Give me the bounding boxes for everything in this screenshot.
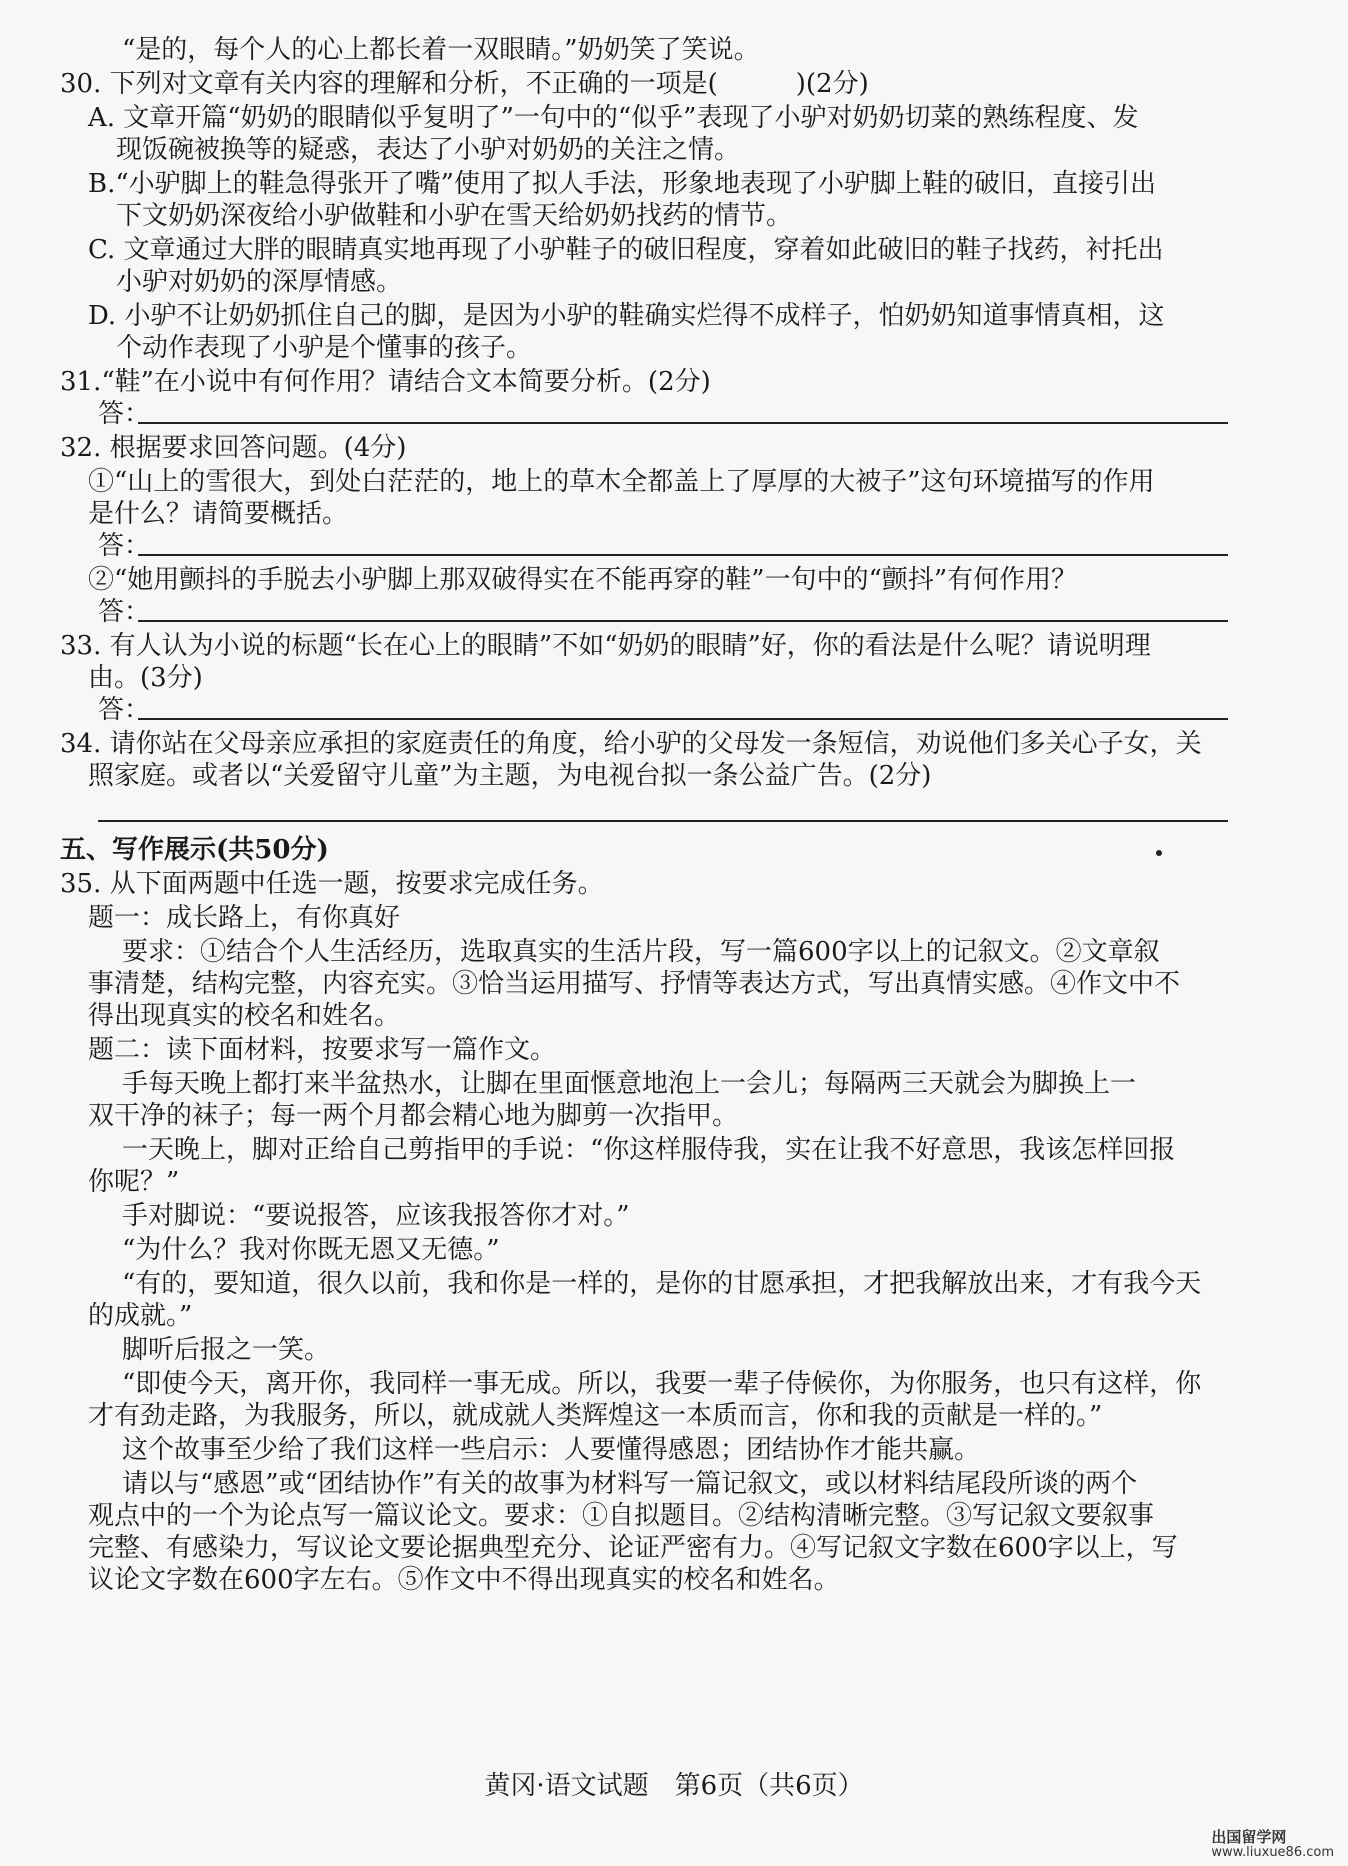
stray-dot: [1156, 850, 1162, 856]
answer-label: 答：: [98, 597, 151, 627]
answer-label: 答：: [98, 695, 151, 725]
answer-line-31[interactable]: [98, 398, 1228, 430]
page-footer: 黄冈·语文试题 第6页（共6页）: [484, 1771, 864, 1801]
answer-label: 答：: [98, 531, 151, 561]
section-5-heading: 五、写作展示(共50分): [60, 835, 329, 865]
question-34-cont: 照家庭。或者以“关爱留守儿童”为主题，为电视台拟一条公益广告。(2分): [88, 761, 932, 791]
material-paragraph: 脚听后报之一笑。: [122, 1335, 331, 1365]
material-paragraph: “即使今天，离开你，我同样一事无成。所以，我要一辈子侍候你，为你服务，也只有这样，你: [122, 1369, 1202, 1399]
question-30: 30. 下列对文章有关内容的理解和分析，不正确的一项是( )(2分): [60, 69, 869, 99]
option-c: C. 文章通过大胖的眼睛真实地再现了小驴鞋子的破旧程度，穿着如此破旧的鞋子找药，衬托出: [88, 235, 1164, 265]
material-paragraph: 一天晚上，脚对正给自己剪指甲的手说：“你这样服侍我，实在让我不好意思，我该怎样回报: [122, 1135, 1176, 1165]
option-a: A. 文章开篇“奶奶的眼睛似乎复明了”一句中的“似乎”表现了小驴对奶奶切菜的熟练程度、发: [88, 103, 1139, 133]
question-32-part2: ②“她用颤抖的手脱去小驴脚上那双破得实在不能再穿的鞋”一句中的“颤抖”有何作用？: [88, 565, 1078, 595]
question-32: 32. 根据要求回答问题。(4分): [60, 433, 407, 463]
material-paragraph-cont: 双干净的袜子；每一两个月都会精心地为脚剪一次指甲。: [88, 1101, 739, 1131]
material-paragraph: 这个故事至少给了我们这样一些启示：人要懂得感恩；团结协作才能共赢。: [122, 1435, 981, 1465]
topic-1-title: 题一：成长路上，有你真好: [88, 903, 401, 933]
watermark-logo: [1211, 1830, 1334, 1860]
writing-requirements-cont: 完整、有感染力，写议论文要论据典型充分、论证严密有力。④写记叙文字数在600字以上，写: [88, 1533, 1178, 1563]
option-a-cont: 现饭碗被换等的疑惑，表达了小驴对奶奶的关注之情。: [116, 135, 741, 165]
topic-1-req-cont: 事清楚，结构完整，内容充实。③恰当运用描写、抒情等表达方式，写出真情实感。④作文中不: [88, 969, 1181, 999]
answer-rule-34[interactable]: [98, 820, 1228, 822]
material-paragraph: “有的，要知道，很久以前，我和你是一样的，是你的甘愿承担，才把我解放出来，才有我今天: [122, 1269, 1202, 1299]
question-32-part1: ①“山上的雪很大，到处白茫茫的，地上的草木全都盖上了厚厚的大被子”这句环境描写的作用: [88, 467, 1155, 497]
writing-requirements-cont: 观点中的一个为论点写一篇议论文。要求：①自拟题目。②结构清晰完整。③写记叙文要叙事: [88, 1501, 1155, 1531]
story-closing-line: “是的，每个人的心上都长着一双眼睛。”奶奶笑了笑说。: [122, 35, 760, 65]
question-35: 35. 从下面两题中任选一题，按要求完成任务。: [60, 869, 604, 899]
question-32-part1-cont: 是什么？请简要概括。: [88, 499, 349, 529]
material-paragraph-cont: 的成就。”: [88, 1301, 193, 1331]
question-34: 34. 请你站在父母亲应承担的家庭责任的角度，给小驴的父母发一条短信，劝说他们多关心子女，关: [60, 729, 1202, 759]
material-paragraph: “为什么？我对你既无恩又无德。”: [122, 1235, 500, 1265]
question-31: 31.“鞋”在小说中有何作用？请结合文本简要分析。(2分): [60, 367, 711, 397]
answer-line-33[interactable]: [98, 694, 1228, 726]
topic-2-title: 题二：读下面材料，按要求写一篇作文。: [88, 1035, 557, 1065]
option-b-cont: 下文奶奶深夜给小驴做鞋和小驴在雪天给奶奶找药的情节。: [116, 201, 793, 231]
answer-label: 答：: [98, 399, 151, 429]
option-c-cont: 小驴对奶奶的深厚情感。: [116, 267, 403, 297]
option-b: B.“小驴脚上的鞋急得张开了嘴”使用了拟人手法，形象地表现了小驴脚上鞋的破旧，直接引出: [88, 169, 1156, 199]
option-d-cont: 个动作表现了小驴是个懂事的孩子。: [116, 333, 533, 363]
answer-line-32-1[interactable]: [98, 530, 1228, 562]
topic-1-req: 要求：①结合个人生活经历，选取真实的生活片段，写一篇600字以上的记叙文。②文章叙: [122, 937, 1160, 967]
question-33-cont: 由。(3分): [88, 663, 203, 693]
material-paragraph: 手对脚说：“要说报答，应该我报答你才对。”: [122, 1201, 630, 1231]
watermark-url: www.liuxue86.com: [1211, 1845, 1334, 1860]
writing-requirements-cont: 议论文字数在600字左右。⑤作文中不得出现真实的校名和姓名。: [88, 1565, 840, 1595]
material-paragraph: 手每天晚上都打来半盆热水，让脚在里面惬意地泡上一会儿；每隔两三天就会为脚换上一: [122, 1069, 1137, 1099]
topic-1-req-cont: 得出现真实的校名和姓名。: [88, 1001, 401, 1031]
watermark-name: 出国留学网: [1211, 1828, 1287, 1846]
material-paragraph-cont: 才有劲走路，为我服务，所以，就成就人类辉煌这一本质而言，你和我的贡献是一样的。”: [88, 1401, 1103, 1431]
option-d: D. 小驴不让奶奶抓住自己的脚，是因为小驴的鞋确实烂得不成样子，怕奶奶知道事情真相，这: [88, 301, 1165, 331]
answer-line-32-2[interactable]: [98, 596, 1228, 628]
question-33: 33. 有人认为小说的标题“长在心上的眼睛”不如“奶奶的眼睛”好，你的看法是什么呢？请说明理: [60, 631, 1151, 661]
writing-requirements: 请以与“感恩”或“团结协作”有关的故事为材料写一篇记叙文，或以材料结尾段所谈的两个: [122, 1469, 1138, 1499]
material-paragraph-cont: 你呢？”: [88, 1167, 180, 1197]
